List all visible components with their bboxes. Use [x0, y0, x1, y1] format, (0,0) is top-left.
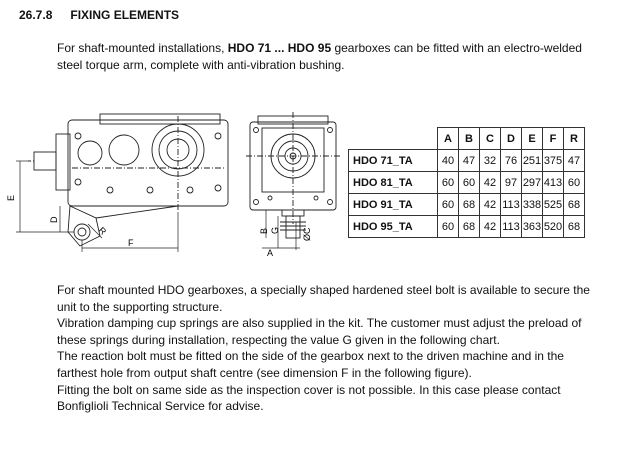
label-A: A: [267, 248, 274, 258]
torque-arm-dimensions-table: [348, 127, 585, 238]
label-D: D: [49, 216, 59, 223]
value-cell: 363: [522, 216, 543, 238]
paragraph: For shaft mounted HDO gearboxes, a specially shaped hardened steel bolt is available to secure the unit to the supporting structure.: [57, 283, 590, 314]
col-header: F: [543, 128, 564, 150]
section-heading: [19, 8, 179, 22]
model-cell: HDO 71_TA: [349, 150, 438, 172]
label-C: ØC: [302, 227, 312, 241]
value-cell: 42: [480, 216, 501, 238]
value-cell: 32: [480, 150, 501, 172]
section-number: 26.7.8: [19, 8, 53, 22]
value-cell: 413: [543, 172, 564, 194]
model-cell: HDO 95_TA: [349, 216, 438, 238]
label-E: E: [6, 194, 16, 201]
value-cell: 76: [501, 150, 522, 172]
value-cell: 47: [459, 150, 480, 172]
table-row: [349, 216, 585, 238]
description-text: [57, 282, 597, 415]
value-cell: 42: [480, 172, 501, 194]
value-cell: 113: [501, 194, 522, 216]
col-header: E: [522, 128, 543, 150]
model-cell: HDO 81_TA: [349, 172, 438, 194]
value-cell: 251: [522, 150, 543, 172]
torque-arm-drawing: [0, 108, 345, 258]
value-cell: 60: [438, 194, 459, 216]
table-row: [349, 150, 585, 172]
paragraph: Vibration damping cup springs are also supplied in the kit. The customer must adjust the preload of these springs during installation, respecting the value G given in the following chart.: [57, 316, 582, 347]
value-cell: 338: [522, 194, 543, 216]
value-cell: 525: [543, 194, 564, 216]
table-header-row: [349, 128, 585, 150]
label-F: F: [128, 238, 134, 248]
value-cell: 113: [501, 216, 522, 238]
col-header: D: [501, 128, 522, 150]
value-cell: 60: [438, 172, 459, 194]
col-header: C: [480, 128, 501, 150]
value-cell: 68: [459, 194, 480, 216]
value-cell: 68: [459, 216, 480, 238]
value-cell: 375: [543, 150, 564, 172]
value-cell: 97: [501, 172, 522, 194]
col-header: A: [438, 128, 459, 150]
model-cell: HDO 91_TA: [349, 194, 438, 216]
value-cell: 68: [564, 194, 585, 216]
label-G: G: [270, 226, 280, 234]
col-header: B: [459, 128, 480, 150]
paragraph: The reaction bolt must be fitted on the side of the gearbox next to the driven machine and in the farthest hole from output shaft centre (see dimension F in the following figure).: [57, 349, 564, 380]
gearbox-front-view: [246, 112, 340, 238]
col-header: R: [564, 128, 585, 150]
label-R: R: [96, 225, 109, 237]
label-B: B: [259, 227, 269, 234]
value-cell: 297: [522, 172, 543, 194]
intro-paragraph: For shaft-mounted installations, HDO 71 ... HDO 95 gearboxes can be fitted with an electro-welded steel torque arm, complete with anti-vibration bushing.: [57, 41, 582, 72]
value-cell: 60: [564, 172, 585, 194]
table-row: [349, 194, 585, 216]
value-cell: 68: [564, 216, 585, 238]
value-cell: 42: [480, 194, 501, 216]
table-row: [349, 172, 585, 194]
value-cell: 60: [459, 172, 480, 194]
value-cell: 47: [564, 150, 585, 172]
gearbox-side-view: [28, 114, 228, 246]
value-cell: 60: [438, 216, 459, 238]
paragraph: Fitting the bolt on same side as the inspection cover is not possible. In this case please contact Bonfiglioli Technical Service for advise.: [57, 382, 561, 414]
value-cell: 40: [438, 150, 459, 172]
model-range: HDO 71 ... HDO 95: [227, 41, 332, 55]
section-title: FIXING ELEMENTS: [70, 8, 180, 22]
value-cell: 520: [543, 216, 564, 238]
